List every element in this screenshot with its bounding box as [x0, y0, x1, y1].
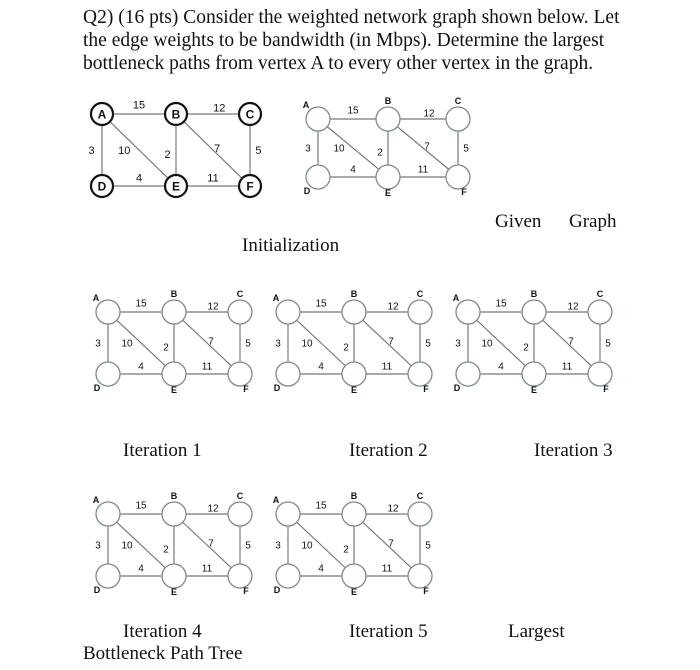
edge-weight-C-F: 5: [245, 540, 251, 552]
edge-weight-B-E: 2: [377, 147, 383, 159]
edge-weight-B-C: 12: [207, 301, 219, 313]
vertex-E: [162, 362, 186, 386]
edge-weight-D-E: 4: [498, 361, 504, 373]
edge-weight-A-D: 3: [95, 338, 101, 350]
edge-weight-C-F: 5: [425, 338, 431, 350]
vertex-label-F: F: [423, 384, 429, 394]
vertex-label-E: E: [350, 385, 358, 395]
vertex-E: [376, 165, 400, 189]
iteration-1-label: Iteration 1: [123, 440, 202, 461]
vertex-A: [96, 502, 120, 526]
edge-weight-D-E: 4: [318, 563, 324, 575]
edge-weight-A-E: 10: [481, 338, 493, 350]
vertex-label-D: D: [273, 585, 281, 595]
vertex-label-F: F: [243, 586, 249, 596]
edge-weight-E-F: 11: [417, 164, 429, 176]
edge-weight-A-B: 15: [347, 105, 359, 117]
vertex-label-B: B: [384, 96, 392, 106]
question-text: Q2) (16 pts) Consider the weighted network graph shown below. Let the edge weights to be bandwidth (in Mbps). Determine the largest bottleneck paths from vertex A to every other vertex in the graph.: [83, 7, 620, 74]
edge-weight-A-D: 3: [275, 338, 281, 350]
vertex-C: [228, 300, 252, 324]
vertex-label-C: C: [416, 491, 424, 501]
vertex-label-F: F: [423, 586, 429, 596]
vertex-label-F: F: [461, 187, 467, 197]
edge-weight-A-E: 10: [118, 144, 131, 157]
vertex-E: [522, 362, 546, 386]
edge-weight-B-F: 7: [388, 538, 394, 550]
vertex-label-B: B: [170, 491, 178, 501]
edge-weight-A-E: 10: [121, 540, 133, 552]
vertex-label-F: F: [246, 179, 254, 194]
vertex-C: [408, 300, 432, 324]
vertex-F: [446, 165, 470, 189]
vertex-label-B: B: [350, 289, 358, 299]
vertex-label-A: A: [97, 107, 107, 122]
vertex-label-D: D: [273, 383, 281, 393]
edge-weight-B-C: 12: [387, 503, 399, 515]
vertex-label-B: B: [350, 491, 358, 501]
vertex-label-B: B: [171, 107, 181, 122]
vertex-B: [162, 502, 186, 526]
vertex-label-B: B: [170, 289, 178, 299]
edge-weight-C-F: 5: [425, 540, 431, 552]
edge-weight-A-D: 3: [455, 338, 461, 350]
vertex-label-C: C: [236, 289, 244, 299]
edge-weight-B-F: 7: [208, 538, 214, 550]
vertex-C: [446, 107, 470, 131]
vertex-label-C: C: [596, 289, 604, 299]
iteration-5-label: Iteration 5: [349, 621, 428, 642]
edge-weight-E-F: 11: [201, 361, 213, 373]
vertex-C: [588, 300, 612, 324]
vertex-label-E: E: [384, 188, 392, 198]
vertex-A: [306, 107, 330, 131]
edge-weight-B-E: 2: [163, 342, 169, 354]
initialization-graph: [300, 93, 470, 205]
iteration-4-label: Iteration 4: [123, 621, 202, 642]
iteration-2-label: Iteration 2: [349, 440, 428, 461]
edge-weight-B-E: 2: [523, 342, 529, 354]
vertex-B: [522, 300, 546, 324]
vertex-label-D: D: [97, 179, 107, 194]
edge-weight-B-E: 2: [163, 544, 169, 556]
edge-weight-B-C: 12: [387, 301, 399, 313]
edge-weight-B-C: 12: [213, 102, 226, 115]
vertex-label-F: F: [243, 384, 249, 394]
vertex-A: [276, 502, 300, 526]
edge-weight-A-B: 15: [315, 298, 327, 310]
edge-weight-E-F: 11: [201, 563, 213, 575]
edge-weight-D-E: 4: [350, 164, 356, 176]
vertex-F: [228, 564, 252, 588]
vertex-label-E: E: [530, 385, 538, 395]
edge-weight-A-B: 15: [135, 298, 147, 310]
vertex-label-C: C: [454, 96, 462, 106]
vertex-label-E: E: [171, 179, 181, 194]
edge-weight-D-E: 4: [138, 361, 144, 373]
vertex-label-D: D: [303, 186, 311, 196]
iteration-1-graph: [88, 280, 263, 398]
vertex-E: [162, 564, 186, 588]
edge-weight-B-E: 2: [343, 544, 349, 556]
vertex-label-A: A: [92, 495, 100, 505]
edge-weight-A-D: 3: [305, 143, 311, 155]
edge-weight-A-E: 10: [121, 338, 133, 350]
vertex-A: [456, 300, 480, 324]
edge-weight-B-E: 2: [164, 149, 171, 162]
edge-weight-A-E: 10: [301, 338, 313, 350]
edge-weight-D-E: 4: [318, 361, 324, 373]
iteration-5-graph: [268, 482, 443, 600]
given-label: Given: [495, 211, 542, 232]
vertex-label-C: C: [416, 289, 424, 299]
vertex-label-B: B: [530, 289, 538, 299]
vertex-label-C: C: [236, 491, 244, 501]
vertex-A: [276, 300, 300, 324]
edge-weight-B-F: 7: [208, 336, 214, 348]
vertex-label-D: D: [93, 585, 101, 595]
edge-weight-D-E: 4: [138, 563, 144, 575]
vertex-F: [228, 362, 252, 386]
edge-weight-A-B: 15: [315, 500, 327, 512]
vertex-B: [342, 300, 366, 324]
vertex-label-A: A: [272, 293, 280, 303]
edge-weight-A-D: 3: [275, 540, 281, 552]
edge-weight-B-C: 12: [567, 301, 579, 313]
iteration-3-graph: [448, 280, 623, 398]
vertex-label-C: C: [245, 107, 255, 122]
edge-weight-B-F: 7: [568, 336, 574, 348]
edge-weight-A-D: 3: [95, 540, 101, 552]
vertex-F: [408, 362, 432, 386]
edge-weight-A-E: 10: [333, 143, 345, 155]
initialization-label: Initialization: [242, 235, 340, 256]
edge-weight-B-F: 7: [214, 142, 221, 155]
vertex-label-E: E: [350, 587, 358, 597]
vertex-B: [342, 502, 366, 526]
edge-weight-C-F: 5: [605, 338, 611, 350]
vertex-E: [342, 564, 366, 588]
graph-label: Graph: [569, 211, 617, 232]
iteration-4-graph: [88, 482, 263, 600]
edge-weight-E-F: 11: [381, 563, 393, 575]
bottleneck-label: Bottleneck Path Tree: [83, 643, 243, 664]
edge-weight-A-B: 15: [132, 99, 146, 112]
iteration-3-label: Iteration 3: [534, 440, 613, 461]
vertex-C: [228, 502, 252, 526]
edge-weight-C-F: 5: [255, 144, 262, 157]
vertex-F: [588, 362, 612, 386]
vertex-A: [96, 300, 120, 324]
vertex-label-D: D: [453, 383, 461, 393]
vertex-label-E: E: [170, 385, 178, 395]
edge-weight-B-E: 2: [343, 342, 349, 354]
vertex-C: [408, 502, 432, 526]
vertex-label-F: F: [603, 384, 609, 394]
vertex-label-D: D: [93, 383, 101, 393]
edge-weight-E-F: 11: [381, 361, 393, 373]
edge-weight-A-B: 15: [495, 298, 507, 310]
edge-weight-A-D: 3: [88, 144, 95, 157]
edge-weight-E-F: 11: [207, 172, 219, 185]
vertex-label-A: A: [452, 293, 460, 303]
edge-weight-B-F: 7: [388, 336, 394, 348]
edge-weight-A-B: 15: [135, 500, 147, 512]
largest-label: Largest: [508, 621, 565, 642]
edge-weight-C-F: 5: [245, 338, 251, 350]
edge-weight-E-F: 11: [561, 361, 573, 373]
vertex-B: [376, 107, 400, 131]
vertex-F: [408, 564, 432, 588]
vertex-label-E: E: [170, 587, 178, 597]
given-graph: [78, 92, 278, 202]
edge-weight-B-F: 7: [424, 141, 430, 153]
vertex-B: [162, 300, 186, 324]
edge-weight-A-E: 10: [301, 540, 313, 552]
vertex-label-A: A: [302, 100, 310, 110]
vertex-label-A: A: [92, 293, 100, 303]
edge-weight-B-C: 12: [207, 503, 219, 515]
edge-weight-B-C: 12: [423, 108, 435, 120]
edge-weight-C-F: 5: [463, 143, 469, 155]
vertex-E: [342, 362, 366, 386]
vertex-label-A: A: [272, 495, 280, 505]
iteration-2-graph: [268, 280, 443, 398]
edge-weight-D-E: 4: [135, 172, 143, 185]
